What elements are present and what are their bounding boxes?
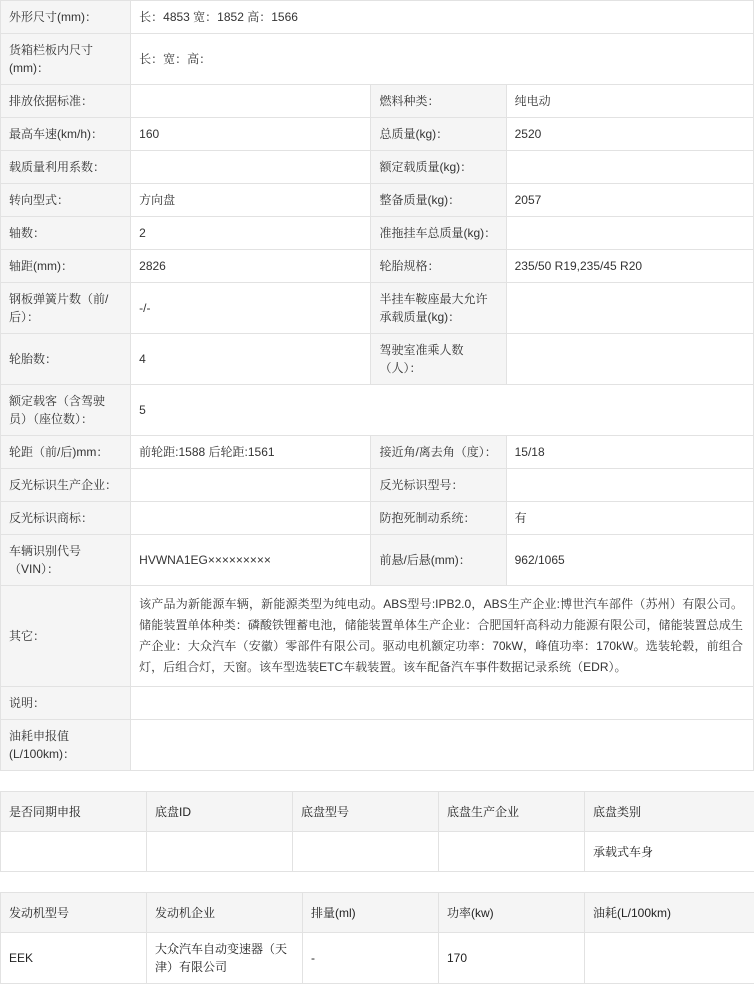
chassis-header-cell: 底盘类别 xyxy=(585,792,754,832)
engine-header-cell: 油耗(L/100km) xyxy=(585,893,754,933)
engine-cell: 大众汽车自动变速器（天津）有限公司 xyxy=(147,933,303,984)
section-spacer xyxy=(0,872,754,892)
spec-label: 排放依据标准： xyxy=(1,85,131,118)
chassis-header-cell: 底盘生产企业 xyxy=(439,792,585,832)
chassis-cell xyxy=(439,832,585,872)
table-row xyxy=(1,217,754,250)
spec-label: 反光标识生产企业： xyxy=(1,469,131,502)
spec-value: 160 xyxy=(131,118,371,151)
spec-label: 驾驶室准乘人数（人）： xyxy=(371,334,506,385)
spec-label: 轮胎规格： xyxy=(371,250,506,283)
spec-label: 额定载质量(kg)： xyxy=(371,151,506,184)
spec-value: 纯电动 xyxy=(506,85,753,118)
chassis-cell xyxy=(293,832,439,872)
table-row xyxy=(1,34,754,85)
spec-value: 5 xyxy=(131,385,754,436)
spec-value: 有 xyxy=(506,502,753,535)
spec-label: 准拖挂车总质量(kg)： xyxy=(371,217,506,250)
spec-label: 钢板弹簧片数（前/后）： xyxy=(1,283,131,334)
engine-header-cell: 发动机型号 xyxy=(1,893,147,933)
table-row xyxy=(1,469,754,502)
table-row xyxy=(1,535,754,586)
spec-value: 长：4853 宽：1852 高：1566 xyxy=(131,1,754,34)
spec-label: 整备质量(kg)： xyxy=(371,184,506,217)
table-row xyxy=(1,720,754,771)
spec-value: 方向盘 xyxy=(131,184,371,217)
table-row xyxy=(1,436,754,469)
spec-label: 外形尺寸(mm)： xyxy=(1,1,131,34)
table-row xyxy=(1,832,754,872)
engine-table xyxy=(0,892,754,984)
spec-label: 转向型式： xyxy=(1,184,131,217)
spec-value: 15/18 xyxy=(506,436,753,469)
spec-label: 轴距(mm)： xyxy=(1,250,131,283)
table-row xyxy=(1,118,754,151)
spec-value xyxy=(131,502,371,535)
spec-value: 2826 xyxy=(131,250,371,283)
table-row xyxy=(1,85,754,118)
spec-label: 轮胎数： xyxy=(1,334,131,385)
spec-value: 长：宽：高： xyxy=(131,34,754,85)
spec-value xyxy=(131,151,371,184)
chassis-cell xyxy=(147,832,293,872)
spec-label: 额定载客（含驾驶员）（座位数）： xyxy=(1,385,131,436)
spec-label: 反光标识商标： xyxy=(1,502,131,535)
spec-value: 962/1065 xyxy=(506,535,753,586)
table-row xyxy=(1,283,754,334)
fuel-consumption-label: 油耗申报值(L/100km)： xyxy=(1,720,131,771)
chassis-table xyxy=(0,791,754,872)
table-row xyxy=(1,687,754,720)
spec-value xyxy=(506,283,753,334)
spec-value xyxy=(131,469,371,502)
engine-cell: 170 xyxy=(439,933,585,984)
spec-value: 235/50 R19,235/45 R20 xyxy=(506,250,753,283)
engine-cell: - xyxy=(303,933,439,984)
other-label: 其它： xyxy=(1,586,131,687)
description-value xyxy=(131,687,754,720)
spec-label: 总质量(kg)： xyxy=(371,118,506,151)
chassis-header-cell: 是否同期申报 xyxy=(1,792,147,832)
chassis-cell xyxy=(1,832,147,872)
spec-value: 4 xyxy=(131,334,371,385)
other-value: 该产品为新能源车辆，新能源类型为纯电动。ABS型号:IPB2.0，ABS生产企业:博世汽车部件（苏州）有限公司。储能装置单体种类：磷酸铁锂蓄电池，储能装置单体生产企业：合肥国轩高科动力能源有限公司，储能装置总成生产企业：大众汽车（安徽）零部件有限公司。驱动电机额定功率：70kW，峰值功率：170kW。选装轮毂，前组合灯，后组合灯，天窗。该车型选装ETC车载装置。该车配备汽车事件数据记录系统（EDR）。 xyxy=(131,586,754,687)
table-row xyxy=(1,184,754,217)
table-row xyxy=(1,385,754,436)
section-spacer xyxy=(0,771,754,791)
chassis-header-row xyxy=(1,792,754,832)
table-row-other xyxy=(1,586,754,687)
spec-label: 前悬/后悬(mm)： xyxy=(371,535,506,586)
table-row xyxy=(1,502,754,535)
spec-label: 燃料种类： xyxy=(371,85,506,118)
spec-label: 防抱死制动系统： xyxy=(371,502,506,535)
spec-value: -/- xyxy=(131,283,371,334)
spec-value: 2520 xyxy=(506,118,753,151)
spec-value: 2057 xyxy=(506,184,753,217)
engine-header-cell: 发动机企业 xyxy=(147,893,303,933)
spec-value xyxy=(506,151,753,184)
spec-label: 反光标识型号： xyxy=(371,469,506,502)
engine-header-cell: 排量(ml) xyxy=(303,893,439,933)
spec-value xyxy=(131,85,371,118)
table-row xyxy=(1,151,754,184)
spec-label: 货箱栏板内尺寸(mm)： xyxy=(1,34,131,85)
table-row xyxy=(1,1,754,34)
spec-value xyxy=(506,334,753,385)
spec-label: 轮距（前/后)mm： xyxy=(1,436,131,469)
spec-label: 轴数： xyxy=(1,217,131,250)
engine-header-row xyxy=(1,893,754,933)
table-row xyxy=(1,250,754,283)
engine-header-cell: 功率(kw) xyxy=(439,893,585,933)
spec-value xyxy=(506,217,753,250)
spec-value: 2 xyxy=(131,217,371,250)
engine-cell: EEK xyxy=(1,933,147,984)
chassis-header-cell: 底盘型号 xyxy=(293,792,439,832)
spec-label: 接近角/离去角（度）： xyxy=(371,436,506,469)
engine-cell xyxy=(585,933,754,984)
fuel-consumption-value xyxy=(131,720,754,771)
spec-label: 车辆识别代号（VIN）： xyxy=(1,535,131,586)
spec-label: 最高车速(km/h)： xyxy=(1,118,131,151)
spec-label: 载质量利用系数： xyxy=(1,151,131,184)
chassis-header-cell: 底盘ID xyxy=(147,792,293,832)
spec-value: HVWNA1EG××××××××× xyxy=(131,535,371,586)
chassis-cell: 承载式车身 xyxy=(585,832,754,872)
table-row xyxy=(1,334,754,385)
spec-label: 半挂车鞍座最大允许承载质量(kg)： xyxy=(371,283,506,334)
table-row xyxy=(1,933,754,984)
description-label: 说明： xyxy=(1,687,131,720)
spec-value: 前轮距:1588 后轮距:1561 xyxy=(131,436,371,469)
spec-value xyxy=(506,469,753,502)
